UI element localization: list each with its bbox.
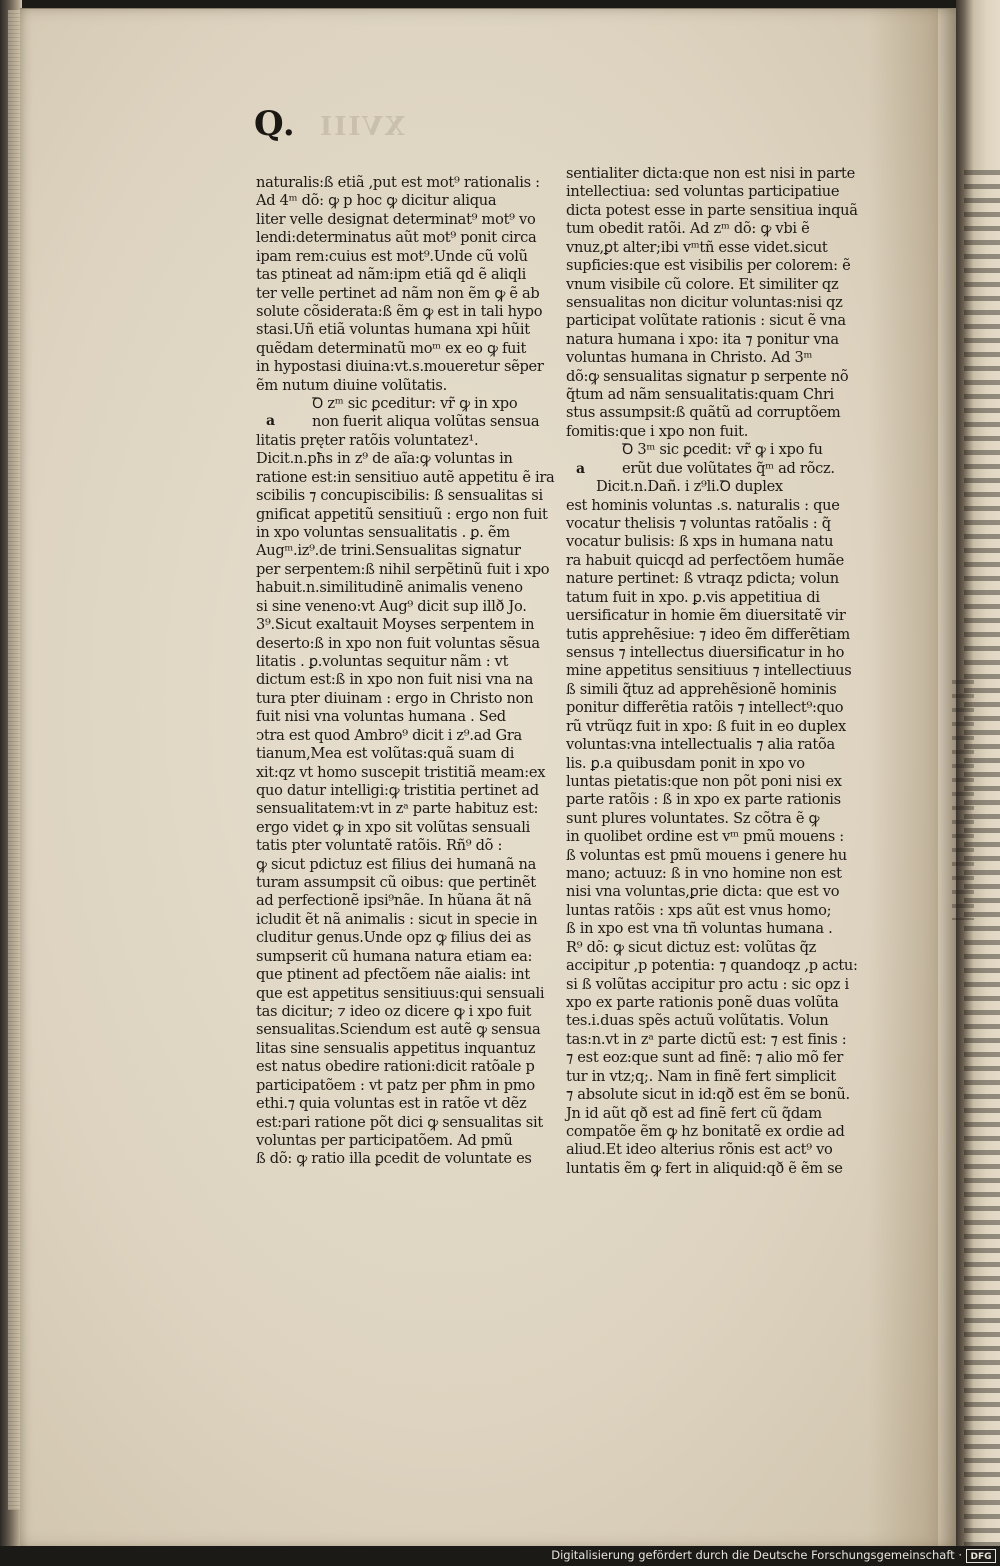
text-line: participat volũtate rationis : sicut ẽ vna [566,312,846,330]
text-line: in quolibet ordine est vᵐ pmũ mouens : [566,828,844,846]
text-line: supficies:que est visibilis per colorem: ẽ [566,257,851,275]
text-line: sensualitatem:vt in zᵃ parte habituz est: [256,800,539,818]
text-line: tur in vtz;q;. Nam in finẽ fert simplicit [566,1067,836,1085]
text-line: accipitur ,p potentia: ⁊ quandoqz ,p actu: [566,957,858,975]
text-line: natura humana i xpo: ita ⁊ ponitur vna [566,330,839,348]
text-line: nisi vna voluntas,ꝑrie dicta: que est vo [566,883,840,901]
text-line: lis. ꝑ.a quibusdam ponit in xpo vo [566,754,805,772]
text-line: tura pter diuinam : ergo in Christo non [256,689,534,707]
text-line: litatis . ꝑ.voluntas sequitur nãm : vt [256,652,509,670]
text-line: q̃tum ad nãm sensualitatis:quam Chri [566,386,834,404]
text-line: vnum visibile cũ colore. Et similiter qz [566,275,839,293]
text-line: in xpo voluntas sensualitatis . ꝑ. ẽm [256,524,510,542]
text-line: nature pertinet: ß vtraqz pdicta; volun [566,570,839,588]
text-line: per serpentem:ß nihil serpẽtinũ fuit i xpo [256,560,550,578]
text-line: sensualitas.Sciendum est autẽ ꝙ sensua [256,1021,541,1039]
text-line: solute cõsiderata:ß ẽm ꝙ est in tali hypo [256,302,543,320]
text-line: Ꝺ zᵐ sic ꝑceditur: vr̃ ꝙ in xpo [312,395,518,413]
text-line: sunt plures voluntates. Sz cõtra ẽ ꝙ [566,809,820,827]
text-line: si sine veneno:vt Aug⁹ dicit sup illð Jo. [256,597,527,615]
text-line: xit:qz vt homo suscepit tristitiã meam:ex [256,763,546,781]
text-line: Dicit.n.pħs in z⁹ de aĩa:ꝙ voluntas in [256,450,513,468]
margin-note-left: a [266,413,276,429]
text-line: si ß volũtas accipitur pro actu : sic opz i [566,975,849,993]
text-line: Ꝺ 3ᵐ sic ꝑcedit: vr̃ ꝙ i xpo fu [622,441,823,459]
text-line: icludit ẽt nã animalis : sicut in specie in [256,910,538,928]
adjacent-page-text-fragment [952,680,974,920]
text-line: vnuz,ꝑt alter;ibi vᵐtñ esse videt.sicut [566,238,828,256]
text-line: ⁊ est eoz:que sunt ad finẽ: ⁊ alio mõ fer [566,1049,844,1067]
text-line: Augᵐ.iz⁹.de trini.Sensualitas signatur [256,542,521,560]
text-line: tas dicitur; ⁊ ideo oz dicere ꝙ i xpo fuit [256,1002,532,1020]
text-line: mano; actuuz: ß in vno homine non est [566,865,842,883]
digitization-credit: Digitalisierung gefördert durch die Deutsche Forschungsgemeinschaft · [551,1548,962,1562]
page-signature-letter: Q. [254,104,296,144]
text-line: xpo ex parte rationis ponẽ duas volũta [566,993,839,1011]
text-line: vocatur bulisis: ß xps in humana natu [566,533,834,551]
text-line: que est appetitus sensitiuus:qui sensuali [256,984,545,1002]
text-line: stus assumpsit:ß quãtũ ad corruptõem [566,404,841,422]
text-line: ter velle pertinet ad nãm non ẽm ꝙ ẽ ab [256,284,540,302]
dfg-logo-icon: DFG [966,1549,996,1563]
text-line: luntas ratõis : xps aũt est vnus homo; [566,901,832,919]
text-line: est natus obedire rationi:dicit ratõale p [256,1058,535,1076]
text-line: voluntas:vna intellectualis ⁊ alia ratõa [566,736,835,754]
text-line: fuit nisi vna voluntas humana . Sed [256,708,506,726]
text-line: naturalis:ß etiã ,put est mot⁹ rationalis : [256,174,540,191]
text-line: dõ:ꝙ sensualitas signatur p serpente nõ [566,367,849,385]
text-line: erũt due volũtates q̃ᵐ ad rõcz. [622,459,835,477]
text-line: aliud.Et ideo alterius rõnis est act⁹ vo [566,1141,833,1159]
text-line: ß in xpo est vna tñ voluntas humana . [566,920,833,938]
text-line: Ad 4ᵐ dõ: ꝙ p hoc ꝙ dicitur aliqua [256,192,497,210]
text-line: compatõe ẽm ꝙ hz bonitatẽ ex ordie ad [566,1122,845,1140]
text-line: ra habuit quicqd ad perfectõem humãe [566,551,845,569]
text-line: Jn id aũt qð est ad finẽ fert cũ q̃dam [566,1104,822,1122]
text-line: non fuerit aliqua volũtas sensua [312,413,540,431]
text-line: ethi.⁊ quia voluntas est in ratõe vt dẽz [256,1095,527,1113]
text-line: ꝙ sicut pdictuz est filius dei humanã na [256,855,536,873]
text-line: tutis apprehẽsiue: ⁊ ideo ẽm differẽtiam [566,625,850,643]
text-line: sensus ⁊ intellectus diuersificatur in ho [566,643,845,661]
text-line: dictum est:ß in xpo non fuit nisi vna na [256,671,534,689]
text-line: fomitis:que i xpo non fuit. [566,422,749,440]
text-line: stasi.Uñ etiã voluntas humana xpi hũit [256,321,530,339]
text-line: ergo videt ꝙ in xpo sit volũtas sensuali [256,818,530,836]
text-line: tas ptineat ad nãm:ipm etiã qd ẽ aliqli [256,266,526,284]
text-line: mine appetitus sensitiuus ⁊ intellectiuus [566,662,852,680]
footer-bar [0,1546,1000,1566]
text-line: dicta potest esse in parte sensitiua inquã [566,201,858,219]
text-line: deserto:ß in xpo non fuit voluntas sẽsua [256,634,540,652]
book-left-edge [0,0,22,1566]
text-line: quẽdam determinatũ moᵐ ex eo ꝙ fuit [256,339,527,357]
text-line: ↄtra est quod Ambro⁹ dicit i z⁹.ad Gra [256,726,522,744]
text-line: luntatis ẽm ꝙ fert in aliquid:qð ẽ ẽm se [566,1159,843,1177]
text-line: rũ vtrũqz fuit in xpo: ß fuit in eo duplex [566,717,846,735]
text-line: sumpserit cũ humana natura etiam ea: [256,947,533,965]
text-line: tatis pter voluntatẽ ratõis. Rñ⁹ dõ : [256,837,503,855]
text-line: sentialiter dicta:que non est nisi in parte [566,165,855,182]
text-line: ratione est:in sensitiuo autẽ appetitu ẽ ira [256,468,555,486]
text-line: ß dõ: ꝙ ratio illa ꝑcedit de voluntate es [256,1150,532,1168]
text-line: liter velle designat determinat⁹ mot⁹ vo [256,210,536,228]
text-line: sensualitas non dicitur voluntas:nisi qz [566,293,843,311]
text-line: ponitur differẽtia ratõis ⁊ intellect⁹:quo [566,699,844,717]
text-line: habuit.n.similitudinẽ animalis veneno [256,579,523,597]
margin-note-right: a [576,461,586,477]
text-line: scibilis ⁊ concupiscibilis: ß sensualitas si [256,487,543,505]
text-line: lendi:determinatus aũt mot⁹ ponit circa [256,229,537,247]
text-line: tianum,Mea est volũtas:quã suam di [256,745,515,763]
text-line: litas sine sensualis appetitus inquantuz [256,1039,536,1057]
text-line: est hominis voluntas .s. naturalis : que [566,496,840,514]
text-line: voluntas per participatõem. Ad pmũ [256,1131,513,1149]
bleedthrough-numeral: XVIII [318,112,405,142]
text-line: que ptinent ad pfectõem nãe aialis: int [256,966,530,984]
text-line: Dicit.n.Dañ. i z⁹li.Ꝺ duplex [596,478,783,496]
text-line: uersificatur in homie ẽm diuersitatẽ vir [566,607,846,625]
text-line: luntas pietatis:que non põt poni nisi ex [566,772,842,790]
text-line: voluntas humana in Christo. Ad 3ᵐ [566,349,813,367]
text-line: in hypostasi diuina:vt.s.moueretur sẽper [256,358,544,376]
text-line: R⁹ dõ: ꝙ sicut dictuz est: volũtas q̃z [566,938,817,956]
text-line: tas:n.vt in zᵃ parte dictũ est: ⁊ est finis : [566,1030,847,1048]
text-line: participatõem : vt patz per pħm in pmo [256,1076,535,1094]
text-line: tum obedit ratõi. Ad zᵐ dõ: ꝙ vbi ẽ [566,220,810,238]
text-column-right [566,165,856,1178]
text-line: ipam rem:cuius est mot⁹.Unde cũ volũ [256,247,528,265]
text-line: est:pari ratione põt dici ꝙ sensualitas sit [256,1113,543,1131]
text-line: turam assumpsit cũ oibus: que pertinẽt [256,874,536,892]
text-column-left [256,174,555,1169]
text-line: ß simili q̃tuz ad apprehẽsionẽ hominis [566,680,837,698]
text-line: tatum fuit in xpo. ꝑ.vis appetitiua di [566,588,820,606]
text-line: parte ratõis : ß in xpo ex parte rationis [566,791,841,809]
text-line: tes.i.duas spẽs actuũ volũtatis. Volun [566,1012,829,1030]
text-line: ad perfectionẽ ipsi⁹nãe. In hũana ãt nã [256,892,532,910]
text-line: 3⁹.Sicut exaltauit Moyses serpentem in [256,616,535,634]
text-line: intellectiua: sed voluntas participatiue [566,183,840,201]
text-line: ẽm nutum diuine volũtatis. [256,376,447,394]
text-line: quo datur intelligi:ꝙ tristitia pertinet ad [256,781,539,799]
text-line: gnificat appetitũ sensitiuũ : ergo non fuit [256,505,548,523]
text-line: ⁊ absolute sicut in id:qð est ẽm se bonũ. [566,1086,850,1104]
text-line: cluditur genus.Unde opz ꝙ filius dei as [256,929,532,947]
text-line: litatis pręter ratõis voluntatez¹. [256,431,479,449]
text-line: ß voluntas est pmũ mouens i genere hu [566,846,847,864]
text-line: vocatur thelisis ⁊ voluntas ratõalis : q̃ [566,515,831,533]
